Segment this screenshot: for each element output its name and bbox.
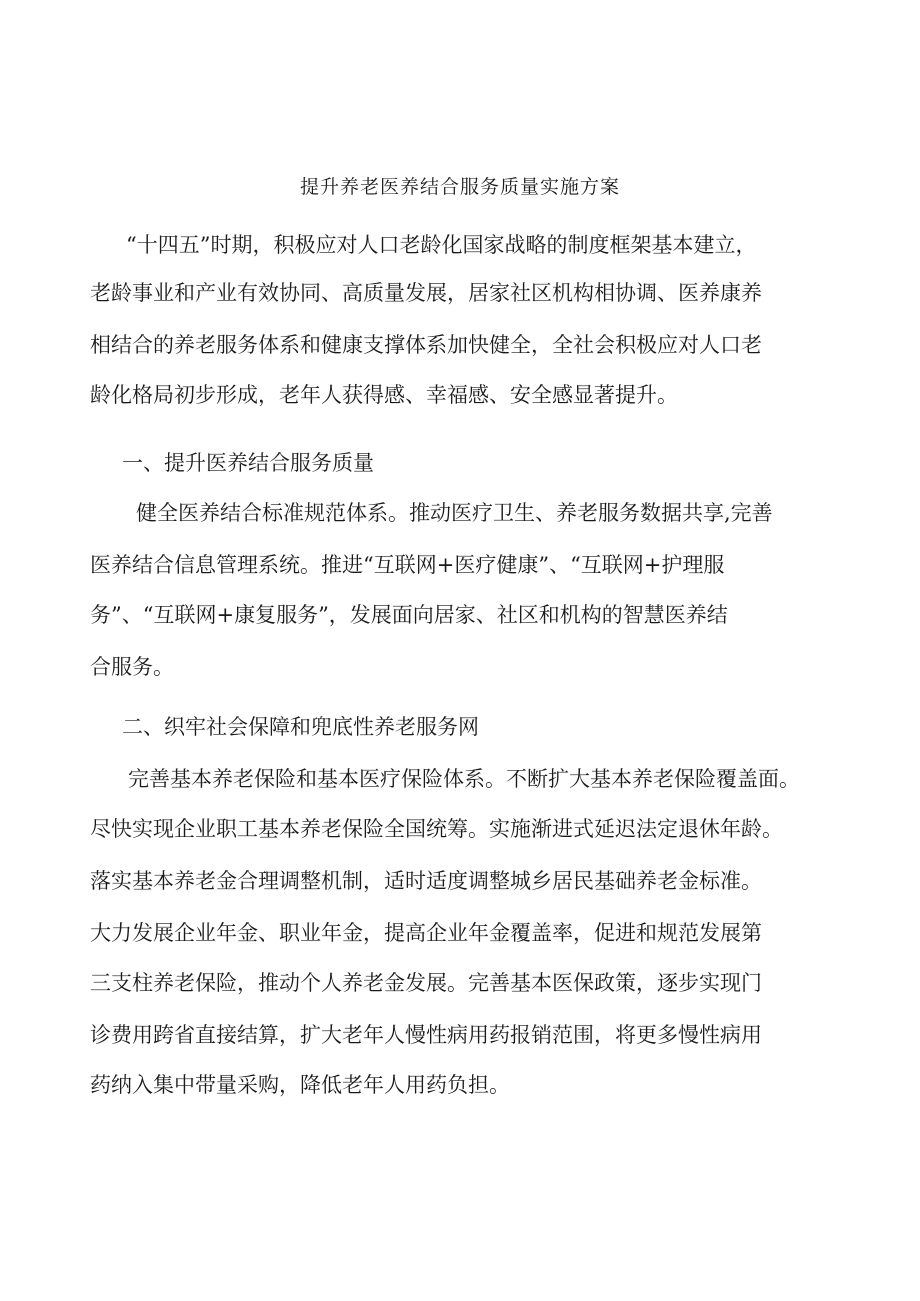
section-heading-2: 二、织牢社会保障和兜底性养老服务网 bbox=[122, 715, 479, 739]
intro-line: 老龄事业和产业有效协同、高质量发展，居家社区机构相协调、医养康养 bbox=[90, 281, 762, 305]
section-1-line: 医养结合信息管理系统。推进“互联网+医疗健康”、“互联网+护理服 bbox=[90, 553, 725, 577]
section-heading-1: 一、提升医养结合服务质量 bbox=[122, 451, 374, 475]
intro-line: 龄化格局初步形成，老年人获得感、幸福感、安全感显著提升。 bbox=[90, 383, 678, 407]
section-2-line: 大力发展企业年金、职业年金，提高企业年金覆盖率，促进和规范发展第 bbox=[90, 921, 762, 945]
section-2-line: 三支柱养老保险，推动个人养老金发展。完善基本医保政策，逐步实现门 bbox=[90, 971, 762, 995]
section-2-line: 完善基本养老保险和基本医疗保险体系。不断扩大基本养老保险覆盖面。 bbox=[128, 767, 800, 791]
section-2-line: 落实基本养老金合理调整机制，适时适度调整城乡居民基础养老金标准。 bbox=[90, 869, 762, 893]
intro-line: 相结合的养老服务体系和健康支撑体系加快健全，全社会积极应对人口老 bbox=[90, 333, 762, 357]
section-2-line: 诊费用跨省直接结算，扩大老年人慢性病用药报销范围，将更多慢性病用 bbox=[90, 1023, 762, 1047]
document-title: 提升养老医养结合服务质量实施方案 bbox=[299, 176, 620, 198]
section-1-line: 合服务。 bbox=[90, 655, 174, 679]
section-1-line: 务”、“互联网+康复服务”，发展面向居家、社区和机构的智慧医养结 bbox=[90, 603, 728, 627]
section-2-line: 尽快实现企业职工基本养老保险全国统筹。实施渐进式延迟法定退休年龄。 bbox=[90, 817, 783, 841]
section-1-line: 健全医养结合标准规范体系。推动医疗卫生、养老服务数据共享,完善 bbox=[136, 501, 773, 525]
section-2-line: 药纳入集中带量采购，降低老年人用药负担。 bbox=[90, 1073, 510, 1097]
intro-line: “十四五”时期，积极应对人口老龄化国家战略的制度框架基本建立， bbox=[126, 233, 757, 257]
